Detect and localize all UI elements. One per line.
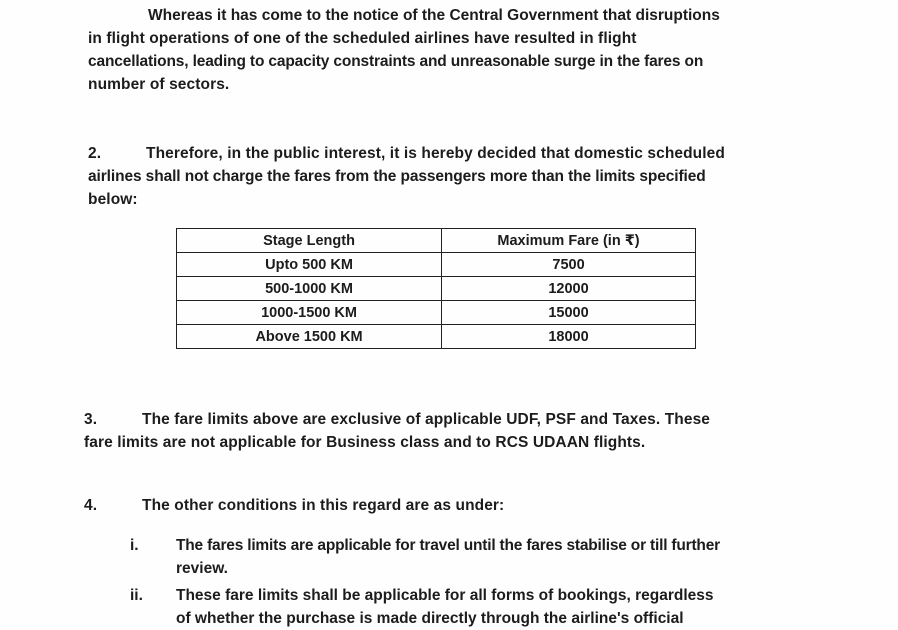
paragraph-4-line-1: 4. The other conditions in this regard are as under: bbox=[84, 494, 796, 517]
max-fare-cell: 15000 bbox=[442, 301, 696, 325]
paragraph-2 bbox=[88, 142, 800, 211]
fare-limits-table bbox=[176, 228, 696, 349]
condition-marker: ii. bbox=[130, 587, 143, 604]
header-maximum-fare: Maximum Fare (in ₹) bbox=[442, 229, 696, 253]
paragraph-4 bbox=[84, 494, 796, 517]
max-fare-cell: 7500 bbox=[442, 253, 696, 277]
table-row bbox=[177, 301, 696, 325]
intro-line-2: in flight operations of one of the scheduled airlines have resulted in flight bbox=[88, 30, 637, 47]
stage-length-cell: Upto 500 KM bbox=[177, 253, 442, 277]
intro-paragraph bbox=[88, 4, 800, 96]
stage-length-cell: 500-1000 KM bbox=[177, 277, 442, 301]
paragraph-3-line-1: 3. The fare limits above are exclusive of applicable UDF, PSF and Taxes. These bbox=[84, 408, 796, 431]
paragraph-3-number: 3. bbox=[84, 411, 98, 428]
max-fare-cell: 12000 bbox=[442, 277, 696, 301]
table-row bbox=[177, 253, 696, 277]
paragraph-2-line-3: below: bbox=[88, 191, 138, 208]
intro-line-4: number of sectors. bbox=[88, 76, 230, 93]
condition-marker: i. bbox=[130, 537, 139, 554]
paragraph-2-number: 2. bbox=[88, 145, 102, 162]
table-row bbox=[177, 325, 696, 349]
intro-line-3: cancellations, leading to capacity constraints and unreasonable surge in the fares on bbox=[88, 53, 704, 70]
condition-text: The fares limits are applicable for travel until the fares stabilise or till further review. bbox=[176, 537, 720, 577]
max-fare-cell: 18000 bbox=[442, 325, 696, 349]
condition-text: These fare limits shall be applicable for all forms of bookings, regardless of whether the purchase is made directly through the airline's official bbox=[176, 587, 714, 627]
stage-length-cell: Above 1500 KM bbox=[177, 325, 442, 349]
paragraph-2-line-1: 2. Therefore, in the public interest, it is hereby decided that domestic scheduled bbox=[88, 142, 800, 165]
table-row bbox=[177, 277, 696, 301]
header-stage-length: Stage Length bbox=[177, 229, 442, 253]
table-header-row bbox=[177, 229, 696, 253]
paragraph-3-line-2: fare limits are not applicable for Business class and to RCS UDAAN flights. bbox=[84, 434, 646, 451]
intro-line-1: Whereas it has come to the notice of the Central Government that disruptions bbox=[148, 7, 720, 24]
paragraph-3 bbox=[84, 408, 796, 454]
paragraph-2-line-2: airlines shall not charge the fares from the passengers more than the limits specified bbox=[88, 168, 706, 185]
stage-length-cell: 1000-1500 KM bbox=[177, 301, 442, 325]
paragraph-4-number: 4. bbox=[84, 497, 98, 514]
